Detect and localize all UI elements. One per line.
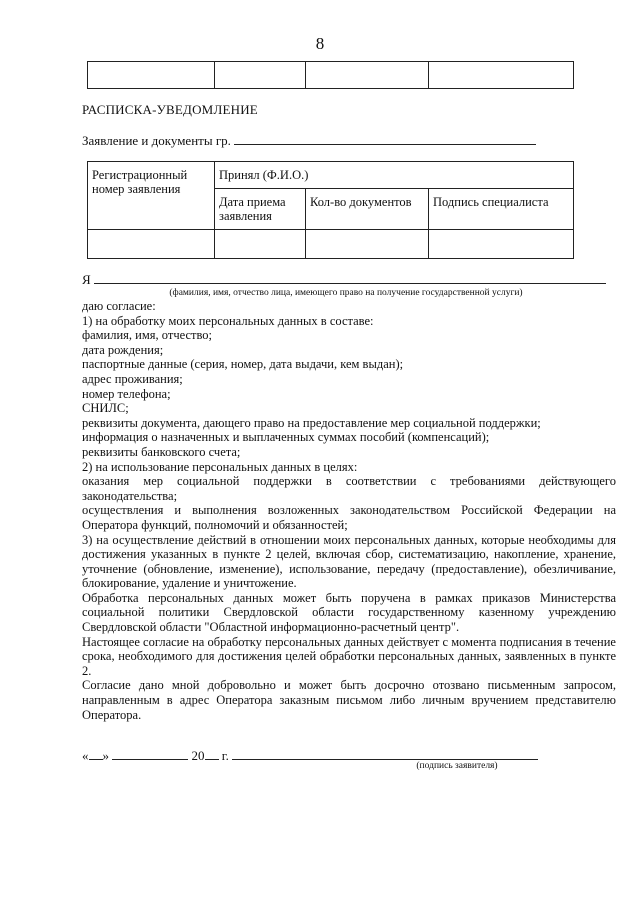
year-blank [205,747,219,760]
consent-paragraph: 3) на осуществление действий в отношении моих персональных данных, которые необходимы для достижения указанных в пункте 2 целей, включая сбор, систематизацию, накопление, хранение, уточнение (обновление, изменение), использование, передачу (предоставление), обезличивание, блокирование, удаление и уничтожение. [82,532,616,591]
consent-line: 1) на обработку моих персональных данных в составе: [82,313,374,328]
table-cell [306,230,429,259]
signature-header: Подпись специалиста [429,189,574,230]
top-empty-table [87,61,574,89]
consent-line: фамилия, имя, отчество; [82,328,213,343]
consent-paragraph: Обработка персональных данных может быть поручена в рамках приказов Министерства социальной политики Свердловской области государственному казенному учреждению Свердловской области "Областной информационно-расчетный центр". [82,590,616,635]
consent-line: дата рождения; [82,342,164,357]
year-prefix: 20 [191,748,205,763]
table-cell [215,230,306,259]
ya-label: Я [82,272,91,287]
documents-line-label: Заявление и документы гр. [82,133,231,148]
date-header: Дата приема заявления [215,189,306,230]
consent-paragraph: осуществления и выполнения возложенных законодательством Российской Федерации на Оператора функций, полномочий и обязанностей; [82,503,616,532]
registration-table [87,161,574,259]
accepted-header: Принял (Ф.И.О.) [215,162,574,189]
count-header: Кол-во документов [306,189,429,230]
day-blank [89,747,103,760]
consent-line: реквизиты документа, дающего право на предоставление мер социальной поддержки; [82,415,541,430]
document-title: РАСПИСКА-УВЕДОМЛЕНИЕ [82,102,258,117]
consent-line: 2) на использование персональных данных в целях: [82,459,358,474]
year-suffix: г. [221,748,229,763]
signature-caption-row [82,761,552,771]
close-quote: » [102,748,109,763]
consent-line: паспортные данные (серия, номер, дата выдачи, кем выдан); [82,357,404,372]
documents-line [82,132,552,149]
consent-line: адрес проживания; [82,371,183,386]
table-cell [215,62,306,89]
consent-line: СНИЛС; [82,401,129,416]
consent-line: даю согласие: [82,299,156,313]
consent-line: реквизиты банковского счета; [82,444,241,459]
open-quote: « [82,748,89,763]
consent-body [82,299,616,722]
fio-caption: (фамилия, имя, отчество лица, имеющего право на получение государственной услуги) [169,288,523,298]
table-cell [429,62,574,89]
month-blank [112,747,188,760]
signature-blank [232,747,538,760]
signature-caption: (подпись заявителя) [416,761,498,771]
table-cell [429,230,574,259]
consent-paragraph: Настоящее согласие на обработку персональных данных действует с момента подписания в течение срока, необходимого для достижения целей обработки персональных данных, заявленных в пункте 2. [82,634,616,678]
reg-number-header: Регистрационный номер заявления [88,162,215,230]
applicant-name-blank [234,132,536,145]
table-cell [306,62,429,89]
consent-line: информация о назначенных и выплаченных суммах пособий (компенсаций); [82,430,490,445]
fio-blank [94,271,606,284]
table-cell [88,230,215,259]
ya-line [82,271,610,288]
page-number: 8 [315,34,325,53]
consent-line: номер телефона; [82,386,171,401]
consent-paragraph: оказания мер социальной поддержки в соответствии с требованиями действующего законодательства; [82,474,616,503]
table-cell [88,62,215,89]
consent-paragraph: Согласие дано мной добровольно и может быть досрочно отозвано письменным запросом, направленным в адрес Оператора заказным письмом либо личным вручением представителю Оператора. [82,678,616,722]
